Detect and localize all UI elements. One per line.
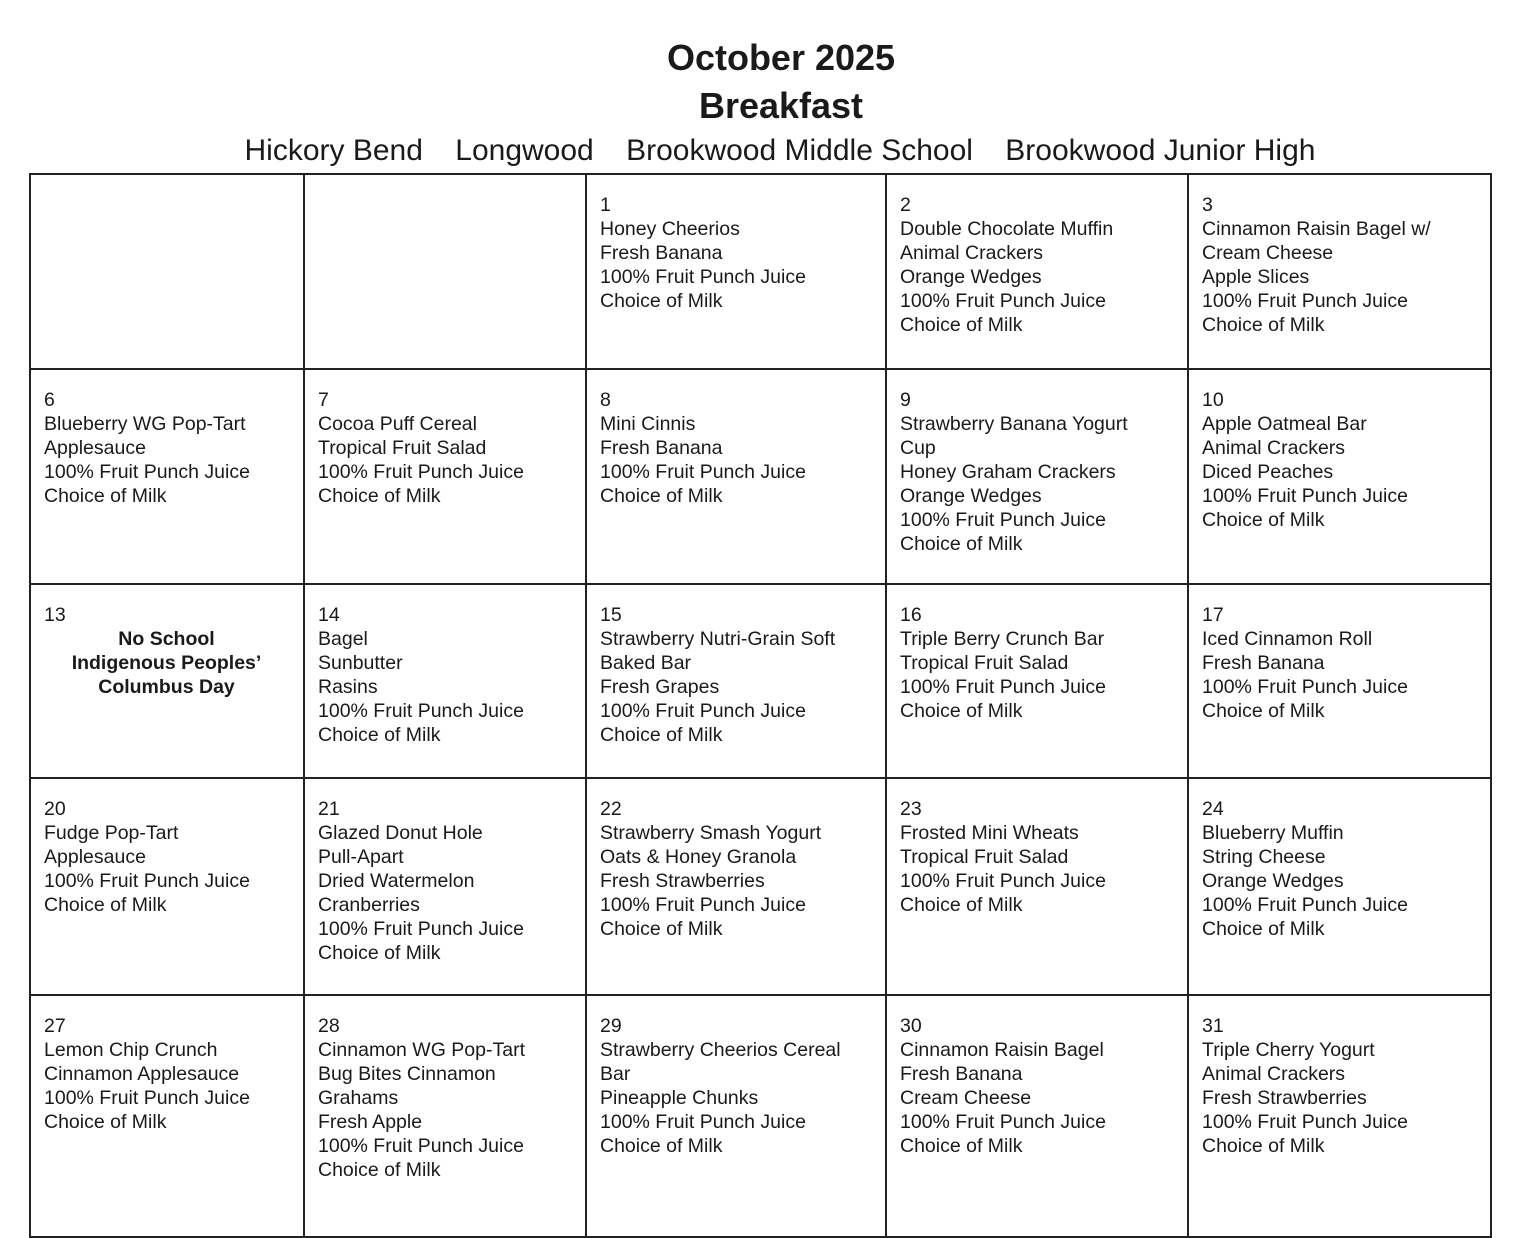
menu-item: 100% Fruit Punch Juice	[44, 870, 250, 892]
menu-item: Choice of Milk	[900, 894, 1023, 916]
day-number: 22	[600, 798, 622, 820]
day-number: 15	[600, 604, 622, 626]
menu-item: Fresh Banana	[600, 242, 723, 264]
school-name: Brookwood Middle School	[626, 134, 973, 167]
calendar-day-cell	[586, 778, 886, 995]
menu-item: Cocoa Puff Cereal	[318, 413, 477, 435]
menu-item: 100% Fruit Punch Juice	[1202, 894, 1408, 916]
calendar-day-cell	[304, 995, 586, 1237]
menu-item: Tropical Fruit Salad	[900, 846, 1069, 868]
menu-item: Iced Cinnamon Roll	[1202, 628, 1373, 650]
menu-item: Blueberry WG Pop-Tart	[44, 413, 246, 435]
menu-item: Cinnamon Raisin Bagel w/	[1202, 218, 1431, 240]
menu-item: Choice of Milk	[600, 724, 723, 746]
menu-item: Choice of Milk	[600, 918, 723, 940]
calendar-day-cell	[30, 778, 304, 995]
day-number: 2	[900, 194, 911, 216]
menu-item: 100% Fruit Punch Juice	[1202, 290, 1408, 312]
day-number: 30	[900, 1015, 922, 1037]
menu-item: Oats & Honey Granola	[600, 846, 797, 868]
school-name: Hickory Bend	[244, 134, 423, 167]
menu-item: Animal Crackers	[900, 242, 1044, 264]
menu-item: Triple Cherry Yogurt	[1202, 1039, 1375, 1061]
calendar-week-row	[30, 584, 1491, 778]
menu-item: Grahams	[318, 1087, 399, 1109]
holiday-note: Indigenous Peoples’	[71, 652, 262, 674]
menu-item: 100% Fruit Punch Juice	[900, 290, 1106, 312]
calendar-day-cell	[1188, 584, 1491, 778]
menu-item: Choice of Milk	[318, 942, 441, 964]
calendar-day-cell	[1188, 778, 1491, 995]
day-number: 14	[318, 604, 340, 626]
menu-item: Honey Cheerios	[600, 218, 740, 240]
calendar-day-cell	[886, 369, 1188, 584]
menu-item: Lemon Chip Crunch	[44, 1039, 218, 1061]
calendar-day-cell	[304, 584, 586, 778]
menu-item: Fresh Banana	[900, 1063, 1023, 1085]
menu-item: 100% Fruit Punch Juice	[900, 870, 1106, 892]
menu-item: Strawberry Cheerios Cereal	[600, 1039, 841, 1061]
menu-item: Strawberry Banana Yogurt	[900, 413, 1128, 435]
day-number: 27	[44, 1015, 66, 1037]
day-number: 7	[318, 389, 329, 411]
day-number: 8	[600, 389, 611, 411]
menu-item: 100% Fruit Punch Juice	[1202, 485, 1408, 507]
menu-item: Choice of Milk	[900, 700, 1023, 722]
menu-item: Cranberries	[318, 894, 420, 916]
menu-item: Apple Slices	[1202, 266, 1310, 288]
calendar-day-cell	[586, 369, 886, 584]
menu-item: 100% Fruit Punch Juice	[600, 894, 806, 916]
menu-item: Mini Cinnis	[600, 413, 696, 435]
menu-item: Animal Crackers	[1202, 437, 1346, 459]
calendar-week-row	[30, 995, 1491, 1237]
menu-item: Choice of Milk	[1202, 700, 1325, 722]
menu-item: Choice of Milk	[44, 485, 167, 507]
school-name: Longwood	[455, 134, 594, 167]
holiday-note: No School	[118, 628, 215, 650]
day-number: 3	[1202, 194, 1213, 216]
menu-item: Strawberry Nutri-Grain Soft	[600, 628, 836, 650]
menu-item: Choice of Milk	[900, 1135, 1023, 1157]
day-number: 6	[44, 389, 55, 411]
menu-item: 100% Fruit Punch Juice	[900, 1111, 1106, 1133]
menu-item: Choice of Milk	[1202, 314, 1325, 336]
menu-item: Orange Wedges	[900, 485, 1042, 507]
menu-item: 100% Fruit Punch Juice	[600, 700, 806, 722]
calendar-week-row	[30, 174, 1491, 369]
menu-item: Double Chocolate Muffin	[900, 218, 1114, 240]
calendar-day-cell	[304, 778, 586, 995]
holiday-note: Columbus Day	[98, 676, 235, 698]
menu-item: Choice of Milk	[1202, 918, 1325, 940]
menu-item: 100% Fruit Punch Juice	[44, 1087, 250, 1109]
calendar-week-row	[30, 369, 1491, 584]
menu-item: 100% Fruit Punch Juice	[318, 918, 524, 940]
calendar-day-cell	[1188, 369, 1491, 584]
menu-item: Glazed Donut Hole	[318, 822, 483, 844]
day-number: 16	[900, 604, 922, 626]
menu-item: Fresh Apple	[318, 1111, 423, 1133]
calendar-day-cell	[30, 584, 304, 778]
calendar-day-cell	[30, 995, 304, 1237]
menu-item: Triple Berry Crunch Bar	[900, 628, 1105, 650]
menu-item: Choice of Milk	[900, 314, 1023, 336]
calendar-day-cell	[1188, 174, 1491, 369]
calendar-day-cell	[586, 995, 886, 1237]
day-number: 9	[900, 389, 911, 411]
calendar-day-cell	[586, 174, 886, 369]
menu-item: Cream Cheese	[900, 1087, 1032, 1109]
menu-item: Choice of Milk	[44, 894, 167, 916]
menu-item: 100% Fruit Punch Juice	[600, 1111, 806, 1133]
day-number: 31	[1202, 1015, 1224, 1037]
day-number: 21	[318, 798, 340, 820]
calendar-empty-cell	[30, 174, 304, 369]
calendar-empty-cell	[304, 174, 586, 369]
menu-item: 100% Fruit Punch Juice	[44, 461, 250, 483]
day-number: 20	[44, 798, 66, 820]
menu-item: Applesauce	[44, 846, 146, 868]
menu-item: Choice of Milk	[318, 724, 441, 746]
menu-item: 100% Fruit Punch Juice	[900, 509, 1106, 531]
day-number: 1	[600, 194, 611, 216]
menu-item: Diced Peaches	[1202, 461, 1334, 483]
calendar-day-cell	[886, 778, 1188, 995]
menu-item: String Cheese	[1202, 846, 1326, 868]
menu-item: Apple Oatmeal Bar	[1202, 413, 1367, 435]
menu-item: 100% Fruit Punch Juice	[1202, 1111, 1408, 1133]
calendar-day-cell	[304, 369, 586, 584]
menu-item: Honey Graham Crackers	[900, 461, 1116, 483]
menu-item: Choice of Milk	[900, 533, 1023, 555]
menu-item: 100% Fruit Punch Juice	[318, 1135, 524, 1157]
menu-item: Choice of Milk	[1202, 509, 1325, 531]
menu-item: Applesauce	[44, 437, 146, 459]
menu-item: Cinnamon Applesauce	[44, 1063, 240, 1085]
menu-item: Tropical Fruit Salad	[318, 437, 487, 459]
menu-item: 100% Fruit Punch Juice	[600, 461, 806, 483]
menu-item: Choice of Milk	[600, 1135, 723, 1157]
menu-item: Pull-Apart	[318, 846, 404, 868]
menu-item: Cinnamon WG Pop-Tart	[318, 1039, 525, 1061]
menu-item: Cinnamon Raisin Bagel	[900, 1039, 1104, 1061]
menu-item: Choice of Milk	[318, 485, 441, 507]
calendar-day-cell	[886, 174, 1188, 369]
menu-item: Animal Crackers	[1202, 1063, 1346, 1085]
school-name: Brookwood Junior High	[1005, 134, 1316, 167]
menu-item: Orange Wedges	[900, 266, 1042, 288]
menu-item: Pineapple Chunks	[600, 1087, 759, 1109]
menu-item: Bar	[600, 1063, 631, 1085]
menu-item: Choice of Milk	[44, 1111, 167, 1133]
menu-item: Frosted Mini Wheats	[900, 822, 1079, 844]
calendar-day-cell	[1188, 995, 1491, 1237]
day-number: 24	[1202, 798, 1224, 820]
menu-item: 100% Fruit Punch Juice	[600, 266, 806, 288]
menu-item: Baked Bar	[600, 652, 692, 674]
menu-item: Fudge Pop-Tart	[44, 822, 179, 844]
menu-item: 100% Fruit Punch Juice	[318, 700, 524, 722]
menu-item: Choice of Milk	[1202, 1135, 1325, 1157]
menu-item: Fresh Grapes	[600, 676, 720, 698]
menu-item: Choice of Milk	[318, 1159, 441, 1181]
menu-item: Fresh Banana	[1202, 652, 1325, 674]
calendar-day-cell	[886, 584, 1188, 778]
menu-item: Fresh Strawberries	[1202, 1087, 1367, 1109]
menu-item: Fresh Banana	[600, 437, 723, 459]
menu-item: Fresh Strawberries	[600, 870, 765, 892]
menu-item: Tropical Fruit Salad	[900, 652, 1069, 674]
menu-item: Choice of Milk	[600, 485, 723, 507]
menu-item: 100% Fruit Punch Juice	[318, 461, 524, 483]
menu-item: Orange Wedges	[1202, 870, 1344, 892]
menu-item: Strawberry Smash Yogurt	[600, 822, 822, 844]
menu-item: Cream Cheese	[1202, 242, 1334, 264]
menu-item: 100% Fruit Punch Juice	[900, 676, 1106, 698]
day-number: 29	[600, 1015, 622, 1037]
menu-item: Bagel	[318, 628, 368, 650]
menu-item: 100% Fruit Punch Juice	[1202, 676, 1408, 698]
calendar-day-cell	[30, 369, 304, 584]
school-list	[0, 133, 1515, 169]
day-number: 28	[318, 1015, 340, 1037]
menu-item: Rasins	[318, 676, 378, 698]
day-number: 13	[44, 604, 66, 626]
menu-item: Choice of Milk	[600, 290, 723, 312]
calendar-day-cell	[586, 584, 886, 778]
menu-item: Bug Bites Cinnamon	[318, 1063, 496, 1085]
menu-item: Blueberry Muffin	[1202, 822, 1344, 844]
menu-item: Dried Watermelon	[318, 870, 475, 892]
menu-item: Cup	[900, 437, 936, 459]
day-number: 10	[1202, 389, 1224, 411]
calendar-week-row	[30, 778, 1491, 995]
day-number: 17	[1202, 604, 1224, 626]
meal-type-title: Breakfast	[698, 85, 864, 126]
menu-item: Sunbutter	[318, 652, 403, 674]
menu-calendar	[29, 173, 1492, 1238]
calendar-month-title: October 2025	[666, 37, 896, 78]
calendar-day-cell	[886, 995, 1188, 1237]
day-number: 23	[900, 798, 922, 820]
